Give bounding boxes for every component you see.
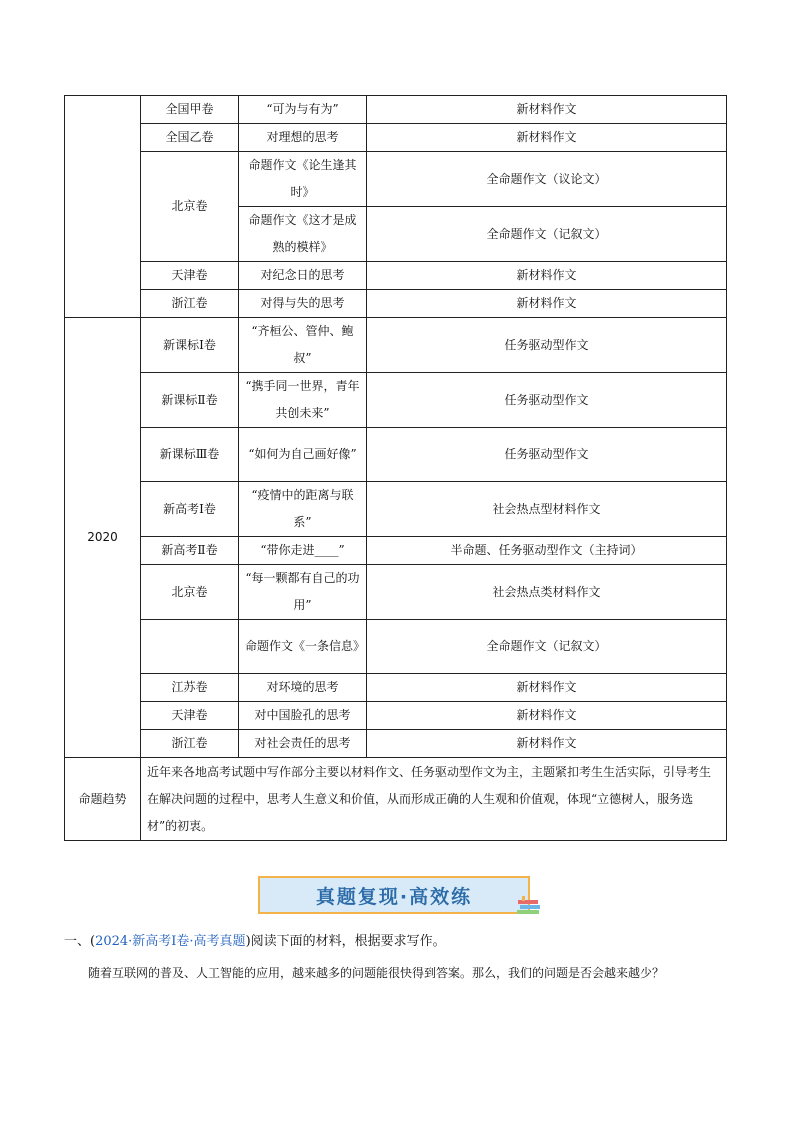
exam-essay-table [64,95,727,841]
exam-cell: 新高考Ⅰ卷 [141,482,239,537]
question-source: 2024·新高考Ⅰ卷·高考真题 [95,934,246,949]
table-row [65,565,727,620]
question-heading [64,930,726,954]
type-cell: 全命题作文（记叙文） [367,620,727,674]
table-row [65,290,727,318]
year-cell-2021 [65,96,141,318]
topic-cell: “携手同一世界，青年共创未来” [239,373,367,428]
table-row [65,674,727,702]
exam-cell: 全国甲卷 [141,96,239,124]
type-cell: 新材料作文 [367,124,727,152]
topic-cell: 对理想的思考 [239,124,367,152]
type-cell: 新材料作文 [367,262,727,290]
exam-cell: 北京卷 [141,152,239,262]
type-cell: 全命题作文（议论文） [367,152,727,207]
table-row [65,124,727,152]
type-cell: 半命题、任务驱动型作文（主持词） [367,537,727,565]
trend-text: 近年来各地高考试题中写作部分主要以材料作文、任务驱动型作文为主，主题紧扣考生生活实际，引导考生在解决问题的过程中，思考人生意义和价值，从而形成正确的人生观和价值观，体现“立德树人，服务选材”的初衷。 [141,758,727,841]
section-banner [258,876,530,914]
type-cell: 任务驱动型作文 [367,428,727,482]
topic-cell: “每一颗都有自己的功用” [239,565,367,620]
type-cell: 新材料作文 [367,674,727,702]
books-icon [516,896,542,918]
topic-cell: “带你走进____” [239,537,367,565]
topic-cell: “疫情中的距离与联系” [239,482,367,537]
table-row [65,262,727,290]
exam-cell: 北京卷 [141,565,239,620]
type-cell: 新材料作文 [367,702,727,730]
exam-cell: 新课标Ⅱ卷 [141,373,239,428]
table-row [65,620,727,674]
type-cell: 新材料作文 [367,730,727,758]
type-cell: 全命题作文（记叙文） [367,207,727,262]
topic-cell: “可为与有为” [239,96,367,124]
table-row [65,373,727,428]
question-suffix: )阅读下面的材料，根据要求写作。 [245,934,446,949]
banner-title: 真题复现·高效练 [315,885,473,908]
topic-cell: “如何为自己画好像” [239,428,367,482]
type-cell: 社会热点类材料作文 [367,565,727,620]
exam-cell: 天津卷 [141,262,239,290]
topic-cell: 对中国脸孔的思考 [239,702,367,730]
exam-cell: 浙江卷 [141,730,239,758]
trend-row [65,758,727,841]
type-cell: 社会热点型材料作文 [367,482,727,537]
table-row [65,482,727,537]
topic-cell: 对社会责任的思考 [239,730,367,758]
table-row [65,318,727,373]
exam-cell: 新高考Ⅱ卷 [141,537,239,565]
type-cell: 新材料作文 [367,96,727,124]
table-row [65,702,727,730]
table-row [65,730,727,758]
topic-cell: 对得与失的思考 [239,290,367,318]
exam-cell: 新课标Ⅰ卷 [141,318,239,373]
topic-cell: 对环境的思考 [239,674,367,702]
type-cell: 任务驱动型作文 [367,318,727,373]
topic-cell: “齐桓公、管仲、鲍叔” [239,318,367,373]
topic-cell: 命题作文《论生逢其时》 [239,152,367,207]
question-material: 随着互联网的普及、人工智能的应用，越来越多的问题能很快得到答案。那么，我们的问题是否会越来越少？ [88,966,665,980]
table-row [65,537,727,565]
topic-cell: 命题作文《这才是成熟的模样》 [239,207,367,262]
exam-cell [141,620,239,674]
exam-cell: 江苏卷 [141,674,239,702]
exam-cell: 天津卷 [141,702,239,730]
table-row [65,428,727,482]
type-cell: 新材料作文 [367,290,727,318]
question-prefix: 一、( [64,934,96,949]
table-row [65,152,727,207]
trend-label: 命题趋势 [65,758,141,841]
table-row [65,96,727,124]
type-cell: 任务驱动型作文 [367,373,727,428]
exam-cell: 全国乙卷 [141,124,239,152]
topic-cell: 对纪念日的思考 [239,262,367,290]
exam-cell: 浙江卷 [141,290,239,318]
topic-cell: 命题作文《一条信息》 [239,620,367,674]
exam-cell: 新课标Ⅲ卷 [141,428,239,482]
year-cell-2020: 2020 [65,318,141,758]
